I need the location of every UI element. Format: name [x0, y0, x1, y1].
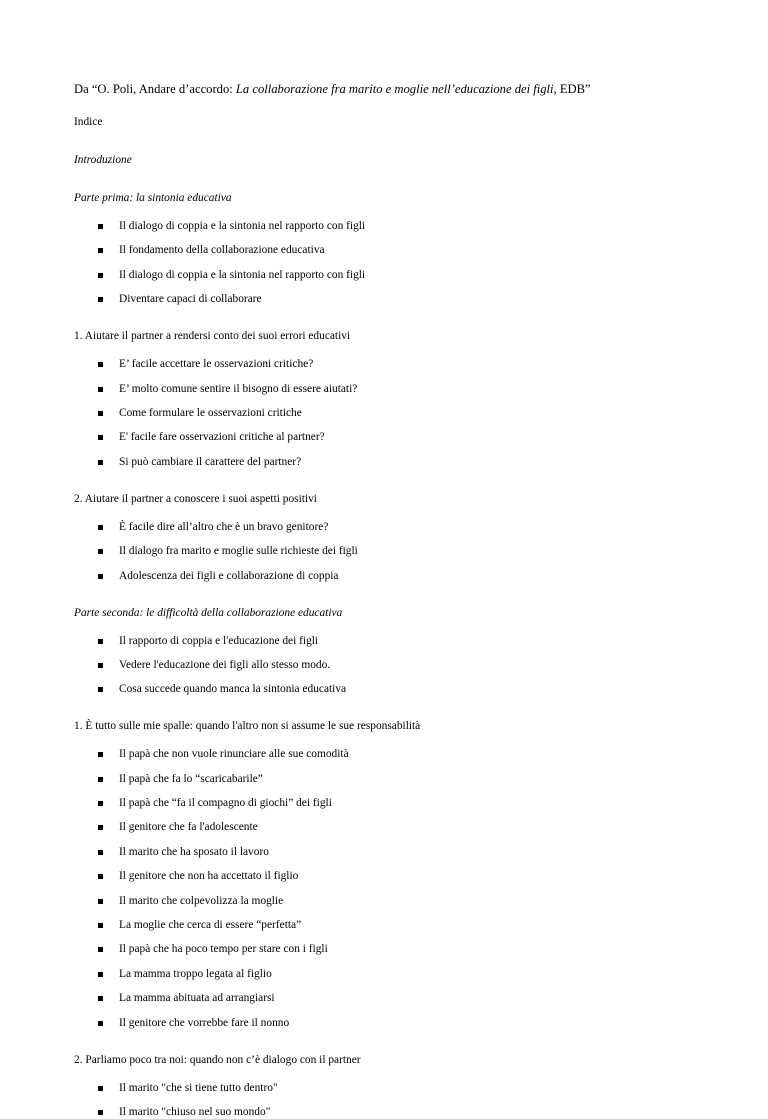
list-item: Il dialogo di coppia e la sintonia nel rapporto con figli	[98, 220, 768, 233]
list-item: Cosa succede quando manca la sintonia educativa	[98, 683, 768, 696]
introduzione-heading: Introduzione	[74, 154, 132, 166]
bullet-list	[74, 521, 768, 583]
list-item: Il dialogo di coppia e la sintonia nel rapporto con figli	[98, 269, 768, 282]
list-item: Vedere l'educazione dei figli allo stesso modo.	[98, 659, 768, 672]
list-item: E’ molto comune sentire il bisogno di essere aiutati?	[98, 383, 768, 396]
toc-section	[74, 330, 768, 469]
list-item: Il papà che non vuole rinunciare alle sue comodità	[98, 748, 768, 761]
list-item: Il dialogo fra marito e moglie sulle richieste dei figli	[98, 545, 768, 558]
section-heading: 1. Aiutare il partner a rendersi conto dei suoi errori educativi	[74, 330, 351, 343]
title-prefix: Da “O. Poli, Andare d’accordo:	[74, 82, 236, 96]
list-item: Il fondamento della collaborazione educativa	[98, 244, 768, 257]
document-source-title	[74, 82, 768, 97]
section-heading: Parte seconda: le difficoltà della collaborazione educativa	[74, 606, 343, 619]
list-item: La mamma troppo legata al figlio	[98, 968, 768, 981]
list-item: La moglie che cerca di essere “perfetta”	[98, 919, 768, 932]
list-item: Il genitore che vorrebbe fare il nonno	[98, 1017, 768, 1030]
title-suffix: , EDB”	[553, 82, 591, 96]
toc-section	[74, 493, 768, 583]
list-item: Il rapporto di coppia e l'educazione dei figli	[98, 635, 768, 648]
list-item: E’ facile accettare le osservazioni critiche?	[98, 358, 768, 371]
list-item: Il marito che ha sposato il lavoro	[98, 846, 768, 859]
list-item: Il marito che colpevolizza la moglie	[98, 895, 768, 908]
bullet-list	[74, 1082, 768, 1119]
list-item: E' facile fare osservazioni critiche al partner?	[98, 431, 768, 444]
section-heading: Parte prima: la sintonia educativa	[74, 192, 232, 204]
list-item: Il papà che “fa il compagno di giochi” dei figli	[98, 797, 768, 810]
bullet-list	[74, 748, 768, 1029]
list-item: È facile dire all’altro che è un bravo genitore?	[98, 521, 768, 534]
indice-heading: Indice	[74, 116, 103, 128]
list-item: La mamma abituata ad arrangiarsi	[98, 992, 768, 1005]
list-item: Il marito "chiuso nel suo mondo"	[98, 1106, 768, 1119]
toc-section	[74, 607, 768, 697]
list-item: Il marito "che si tiene tutto dentro"	[98, 1082, 768, 1095]
toc-section	[74, 720, 768, 1029]
list-item: Adolescenza dei figli e collaborazione di coppia	[98, 570, 768, 583]
section-heading: 1. È tutto sulle mie spalle: quando l'altro non si assume le sue responsabilità	[74, 720, 421, 733]
bullet-list	[74, 635, 768, 697]
list-item: Il papà che ha poco tempo per stare con i figli	[98, 943, 768, 956]
list-item: Il papà che fa lo “scaricabarile”	[98, 773, 768, 786]
table-of-contents	[74, 192, 768, 1119]
bullet-list	[74, 358, 768, 469]
toc-section	[74, 1054, 768, 1119]
title-italic: La collaborazione fra marito e moglie nell’educazione dei figli	[235, 82, 554, 96]
section-heading: 2. Aiutare il partner a conoscere i suoi aspetti positivi	[74, 492, 317, 505]
toc-section	[74, 192, 768, 306]
list-item: Diventare capaci di collaborare	[98, 293, 768, 306]
bullet-list	[74, 220, 768, 306]
section-heading: 2. Parliamo poco tra noi: quando non c’è dialogo con il partner	[74, 1053, 361, 1066]
list-item: Si può cambiare il carattere del partner?	[98, 456, 768, 469]
list-item: Il genitore che fa l'adolescente	[98, 821, 768, 834]
list-item: Come formulare le osservazioni critiche	[98, 407, 768, 420]
list-item: Il genitore che non ha accettato il figlio	[98, 870, 768, 883]
